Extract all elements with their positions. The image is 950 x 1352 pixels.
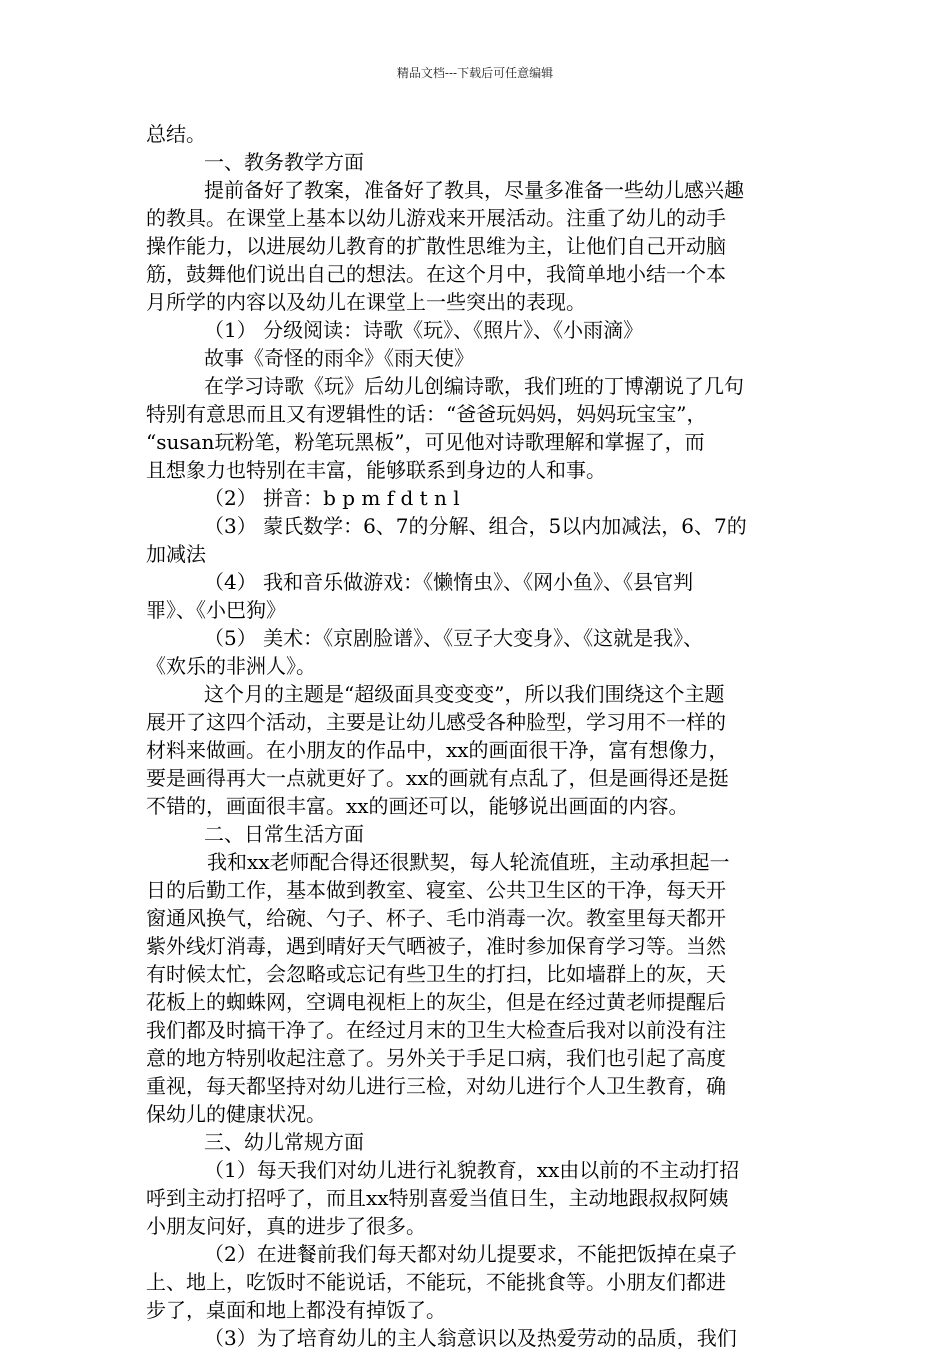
- list-item: （1）每天我们对幼儿进行礼貌教育，xx由以前的不主动打招: [204, 1158, 740, 1182]
- list-item: （1） 分级阅读：诗歌《玩》、《照片》、《小雨滴》: [204, 318, 644, 342]
- list-item: （5） 美术：《京剧脸谱》、《豆子大变身》、《这就是我》、: [204, 626, 704, 650]
- paragraph-line: 且想象力也特别在丰富，能够联系到身边的人和事。: [146, 458, 606, 482]
- paragraph-line: 窗通风换气，给碗、勺子、杯子、毛巾消毒一次。教室里每天都开: [146, 906, 726, 930]
- paragraph-line: 紫外线灯消毒，遇到晴好天气晒被子，准时参加保育学习等。当然: [146, 934, 726, 958]
- paragraph-line: “susan玩粉笔，粉笔玩黑板”，可见他对诗歌理解和掌握了，而: [146, 430, 705, 454]
- paragraph-line: 意的地方特别收起注意了。另外关于手足口病，我们也引起了高度: [146, 1046, 726, 1070]
- paragraph-line: 展开了这四个活动，主要是让幼儿感受各种脸型，学习用不一样的: [146, 710, 726, 734]
- section-heading: 二、日常生活方面: [204, 822, 364, 846]
- paragraph-line: 在学习诗歌《玩》后幼儿创编诗歌，我们班的丁博潮说了几句: [204, 374, 744, 398]
- section-heading: 一、教务教学方面: [204, 150, 364, 174]
- paragraph-line: 我和xx老师配合得还很默契，每人轮流值班，主动承担起一: [207, 850, 730, 874]
- paragraph-line: 这个月的主题是“超级面具变变变”，所以我们围绕这个主题: [204, 682, 725, 706]
- paragraph-line: 步了，桌面和地上都没有掉饭了。: [146, 1298, 446, 1322]
- list-item: （4） 我和音乐做游戏：《懒惰虫》、《网小鱼》、《县官判: [204, 570, 694, 594]
- document-body: [146, 120, 806, 1352]
- paragraph-line: 罪》、《小巴狗》: [146, 598, 286, 622]
- paragraph-line: 提前备好了教案，准备好了教具，尽量多准备一些幼儿感兴趣: [204, 178, 744, 202]
- paragraph-line: 小朋友问好，真的进步了很多。: [146, 1214, 426, 1238]
- paragraph-line: 要是画得再大一点就更好了。xx的画就有点乱了，但是画得还是挺: [146, 766, 729, 790]
- paragraph-line: 我们都及时搞干净了。在经过月末的卫生大检查后我对以前没有注: [146, 1018, 726, 1042]
- page-header: 精品文档---下载后可任意编辑: [396, 66, 554, 80]
- paragraph-line: 日的后勤工作，基本做到教室、寝室、公共卫生区的干净，每天开: [146, 878, 726, 902]
- list-item: （2） 拼音：b p m f d t n l: [204, 486, 460, 510]
- paragraph-line: 不错的，画面很丰富。xx的画还可以，能够说出画面的内容。: [146, 794, 689, 818]
- paragraph-line: 特别有意思而且又有逻辑性的话：“爸爸玩妈妈，妈妈玩宝宝”，: [146, 402, 707, 426]
- list-item: （3）为了培育幼儿的主人翁意识以及热爱劳动的品质，我们: [204, 1326, 737, 1350]
- paragraph-line: 材料来做画。在小朋友的作品中，xx的画面很干净，富有想像力，: [146, 738, 729, 762]
- paragraph-line: 筋，鼓舞他们说出自己的想法。在这个月中，我简单地小结一个本: [146, 262, 726, 286]
- paragraph-line: 重视，每天都坚持对幼儿进行三检，对幼儿进行个人卫生教育，确: [146, 1074, 726, 1098]
- paragraph-line: 月所学的内容以及幼儿在课堂上一些突出的表现。: [146, 290, 586, 314]
- paragraph-line: 操作能力，以进展幼儿教育的扩散性思维为主，让他们自己开动脑: [146, 234, 726, 258]
- list-item: （2）在进餐前我们每天都对幼儿提要求，不能把饭掉在桌子: [204, 1242, 737, 1266]
- paragraph-line: 的教具。在课堂上基本以幼儿游戏来开展活动。注重了幼儿的动手: [146, 206, 726, 230]
- paragraph-line: 呼到主动打招呼了，而且xx特别喜爱当值日生，主动地跟叔叔阿姨: [146, 1186, 729, 1210]
- paragraph-line: 故事《奇怪的雨伞》《雨天使》: [204, 346, 474, 370]
- list-item: （3） 蒙氏数学：6、7的分解、组合，5以内加减法，6、7的: [204, 514, 747, 538]
- section-heading: 三、幼儿常规方面: [204, 1130, 364, 1154]
- paragraph-line: 上、地上，吃饭时不能说话，不能玩，不能挑食等。小朋友们都进: [146, 1270, 726, 1294]
- paragraph-line: 有时候太忙，会忽略或忘记有些卫生的打扫，比如墙群上的灰，天: [146, 962, 726, 986]
- paragraph-line: 保幼儿的健康状况。: [146, 1102, 326, 1126]
- paragraph-line: 《欢乐的非洲人》。: [146, 654, 316, 678]
- paragraph-line: 总结。: [146, 122, 206, 146]
- paragraph-line: 花板上的蜘蛛网，空调电视柜上的灰尘，但是在经过黄老师提醒后: [146, 990, 726, 1014]
- paragraph-line: 加减法: [146, 542, 206, 566]
